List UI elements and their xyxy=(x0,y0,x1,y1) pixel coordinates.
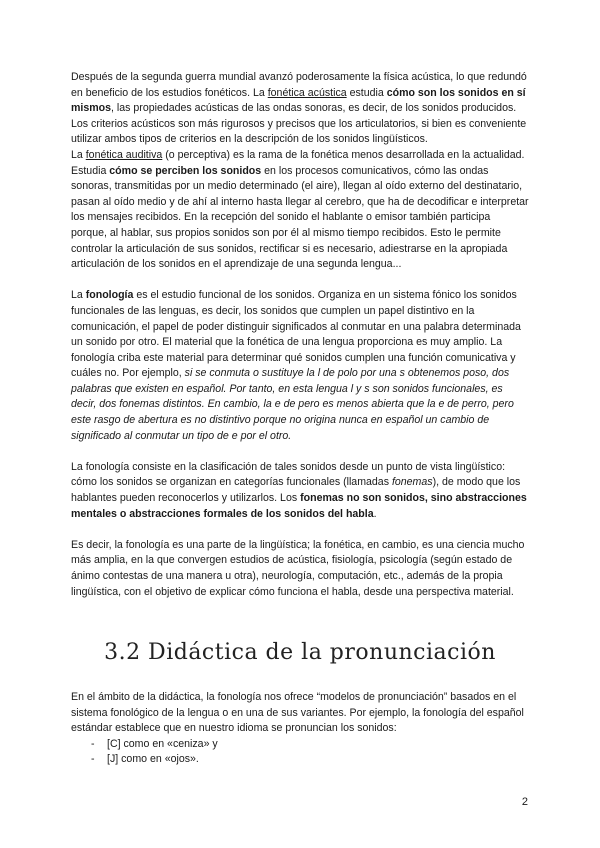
section-heading: 3.2 Didáctica de la pronunciación xyxy=(104,640,496,665)
bold-phrase: fonemas no son sonidos, sino abstracciones mentales o abstracciones formales de los sonidos del habla xyxy=(71,492,527,520)
term-fonemas: fonemas xyxy=(391,476,433,489)
text: ), de modo que los hablantes pueden reconocerlos y utilizarlos. Los xyxy=(71,476,521,505)
text: La xyxy=(71,148,86,161)
page-number: 2 xyxy=(521,796,528,808)
section-body xyxy=(71,690,529,768)
paragraph-clasificacion xyxy=(71,460,529,522)
text: , las propiedades acústicas de las ondas sonoras, es decir, de los sonidos producidos. Los criterios acústicos son más rigurosos y precisos que los articulatorios, si bien es conveniente utilizar ambos tipos de criterios en la descripción de los sonidos lingüísticos. xyxy=(71,102,527,146)
text: . xyxy=(373,507,377,520)
italic-example: si se conmuta o sustituye la l de polo por una s obtenemos poso, dos palabras que existen en español. Por tanto, en esta lengua l y s son sonidos funcionales, es decir, dos fonemas distintos. En cambio, la e de pero es menos abierta que la e de perro, pero este rasgo de abertura es no distintivo porque no origina nunca en español un cambio de significado al conmutar un tipo de e por el otro. xyxy=(71,367,514,442)
paragraph-fonologia xyxy=(71,288,529,444)
term-fonetica-acustica: fonética acústica xyxy=(267,86,347,99)
text: estudia xyxy=(346,86,387,99)
text: (o perceptiva) es la rama de la fonética menos desarrollada en la actualidad. Estudia xyxy=(71,148,525,177)
term-fonologia: fonología xyxy=(85,289,134,302)
list-item: - [J] como en «ojos». xyxy=(91,753,199,766)
bold-phrase: cómo son los sonidos en sí mismos xyxy=(71,86,526,115)
text: Después de la segunda guerra mundial avanzó poderosamente la física acústica, lo que redundó en beneficio de los estudios fonéticos. La xyxy=(71,71,527,99)
text: La xyxy=(71,289,86,302)
text: es el estudio funcional de los sonidos. Organiza en un sistema fónico los sonidos funcionales de las lenguas, es decir, los sonidos que cumplen un papel distintivo en la comunicación, el papel de poder distinguir significados al conmutar en una palabra determinada un sonido por otro. El material que la fonética de una lengua proporciona es muy amplio. La fonología criba este material para determinar qué sonidos cumplen una función comunicativa y cuáles no. Por ejemplo, xyxy=(71,289,521,380)
list-item: - [C] como en «ceniza» y xyxy=(91,737,218,750)
paragraph-es-decir: Es decir, la fonología es una parte de la lingüística; la fonética, en cambio, es una ciencia mucho más amplia, en la que convergen estudios de acústica, fisiología, psicología (según estado de ánimo contestas de una manera u otra), neurología, computación, etc., además de la propia lingüística, con el objetivo de explicar cómo funciona el habla, desde una perspectiva material. xyxy=(71,538,525,598)
bold-phrase: cómo se perciben los sonidos xyxy=(109,164,262,177)
paragraph-fonetica-acustica xyxy=(71,70,529,148)
paragraph-didactica: En el ámbito de la didáctica, la fonología nos ofrece “modelos de pronunciación” basados en el sistema fonológico de la lengua o en una de sus variantes. Por ejemplo, la fonología del español estándar establece que en nuestro idioma se pronuncian los sonidos: xyxy=(71,691,524,735)
text: La fonología consiste en la clasificación de tales sonidos desde un punto de vista lingüístico: cómo los sonidos se organizan en categorías funcionales (llamadas xyxy=(71,460,506,489)
term-fonetica-auditiva: fonética auditiva xyxy=(85,148,163,161)
document-body xyxy=(71,70,529,600)
paragraph-fonetica-auditiva xyxy=(71,148,529,273)
sound-list xyxy=(71,737,529,768)
text: en los procesos comunicativos, cómo las ondas sonoras, transmitidas por un medio determinado (el aire), llegan al oído externo del destinatario, pasan al oído medio y de ahí al interno hasta llegar al cerebro, que ha de decodificar e interpretar los mensajes recibidos. En la recepción del sonido el hablante o emisor también participa porque, al hablar, sus propios sonidos son por él al mismo tiempo recibidos. Esto le permite controlar la articulación de sus sonidos, rectificar si es necesario, adiestrarse en la apropiada articulación de los sonidos en el aprendizaje de una segunda lengua... xyxy=(71,164,529,271)
